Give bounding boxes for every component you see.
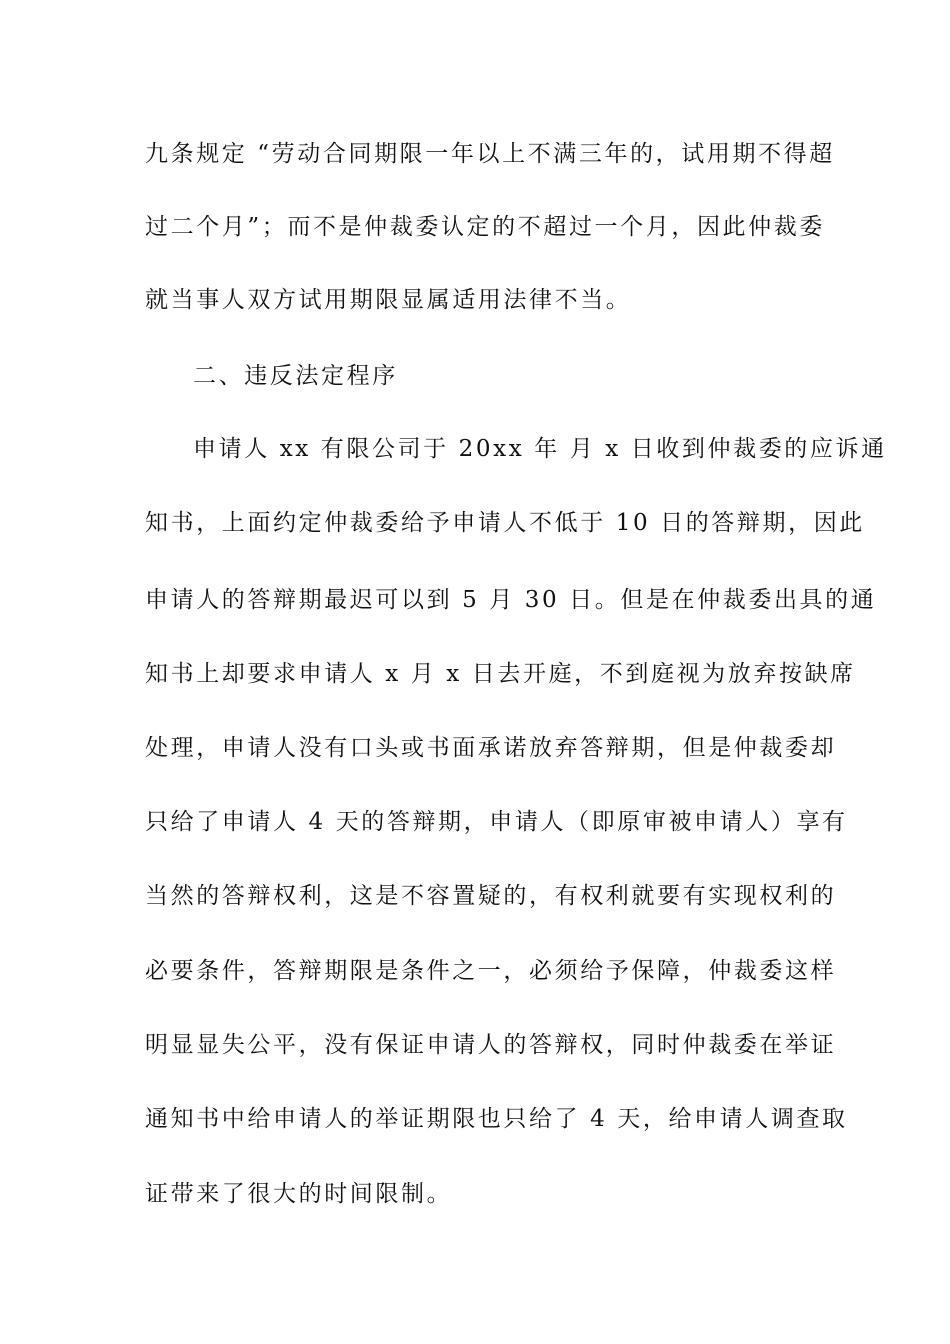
paragraph-line: 必要条件，答辩期限是条件之一，必须给予保障，仲裁委这样 [145, 958, 837, 984]
paragraph-line: 过二个月”；而不是仲裁委认定的不超过一个月，因此仲裁委 [145, 214, 825, 240]
section-heading: 二、违反法定程序 [193, 363, 398, 389]
paragraph-line: 申请人的答辩期最迟可以到 5 月 30 日。但是在仲裁委出具的通 [145, 587, 877, 613]
paragraph-line: 当然的答辩权利，这是不容置疑的，有权利就要有实现权利的 [145, 883, 837, 909]
paragraph-line: 知书，上面约定仲裁委给予申请人不低于 10 日的答辩期，因此 [145, 510, 865, 536]
paragraph-line: 通知书中给申请人的举证期限也只给了 4 天，给申请人调查取 [145, 1106, 848, 1132]
paragraph-line: 九条规定 “劳动合同期限一年以上不满三年的，试用期不得超 [145, 141, 835, 167]
paragraph-line: 处理，申请人没有口头或书面承诺放弃答辩期，但是仲裁委却 [145, 735, 837, 761]
paragraph-line: 就当事人双方试用期限显属适用法律不当。 [145, 287, 632, 313]
paragraph-line: 明显显失公平，没有保证申请人的答辩权，同时仲裁委在举证 [145, 1032, 837, 1058]
paragraph-line: 只给了申请人 4 天的答辩期，申请人（即原审被申请人）享有 [145, 809, 848, 835]
paragraph-line: 证带来了很大的时间限制。 [145, 1181, 453, 1207]
paragraph-line: 知书上却要求申请人 x 月 x 日去开庭，不到庭视为放弃按缺席 [145, 661, 856, 687]
paragraph-line: 申请人 xx 有限公司于 20xx 年 月 x 日收到仲裁委的应诉通 [193, 436, 887, 462]
